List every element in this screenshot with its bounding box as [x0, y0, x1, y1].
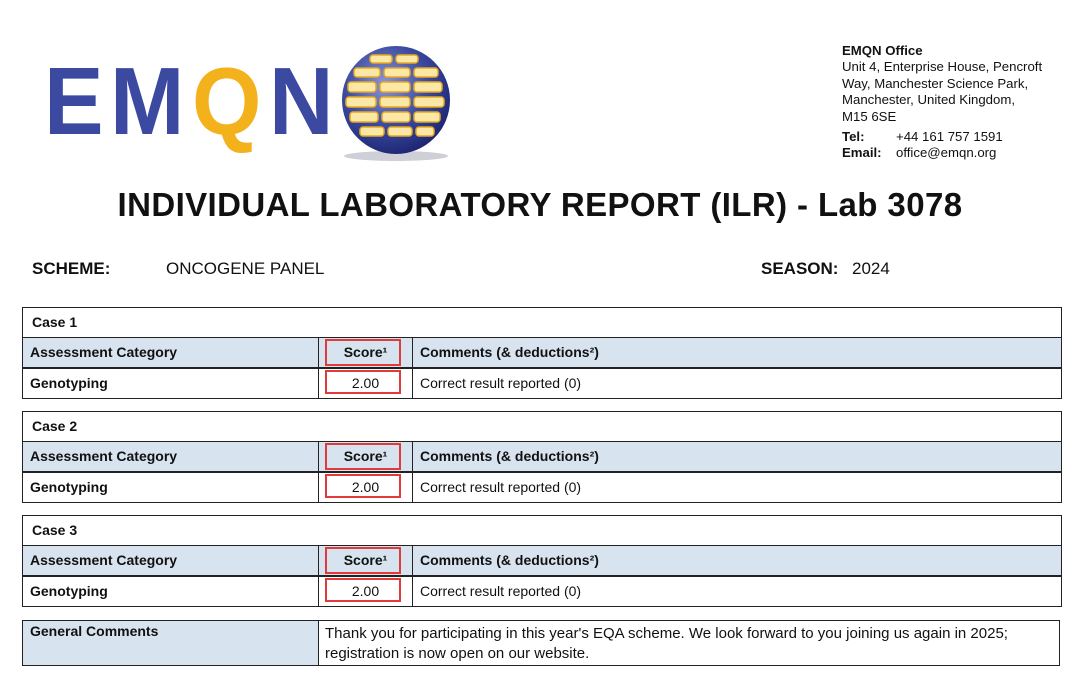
header-category: Assessment Category	[23, 546, 319, 575]
header-comments: Comments (& deductions²)	[420, 448, 599, 464]
row-comments: Correct result reported (0)	[420, 375, 582, 391]
office-address	[842, 43, 1072, 162]
email-value[interactable]: office@emqn.org	[896, 145, 997, 161]
table-row	[23, 473, 1061, 502]
case-title: Case 2	[23, 412, 1061, 442]
emqn-logo	[44, 44, 464, 162]
email-label: Email:	[842, 145, 882, 161]
globe-icon	[330, 44, 460, 162]
office-name: EMQN Office	[842, 43, 923, 58]
table-row	[23, 369, 1061, 398]
address-line: M15 6SE	[842, 108, 897, 124]
tel-label: Tel:	[842, 129, 865, 145]
row-score: 2.00	[319, 473, 413, 502]
row-comments: Correct result reported (0)	[420, 479, 582, 495]
table-header-row	[23, 546, 1061, 577]
logo-letter-m: M	[110, 48, 187, 155]
row-comments: Correct result reported (0)	[420, 583, 582, 599]
season-value: 2024	[852, 259, 890, 278]
season-label: SEASON:	[761, 259, 839, 278]
general-comments-text: Thank you for participating in this year's EQA scheme. We look forward to you joining us again in 2025; registration is now open on our website.	[325, 625, 1008, 662]
case-title: Case 3	[23, 516, 1061, 546]
header-comments: Comments (& deductions²)	[420, 552, 599, 568]
address-line: Unit 4, Enterprise House, Pencroft	[842, 59, 1043, 75]
scheme-label: SCHEME:	[32, 259, 111, 278]
report-title: INDIVIDUAL LABORATORY REPORT (ILR) - Lab 3078	[117, 186, 963, 223]
case-table-3	[22, 515, 1062, 607]
header-comments: Comments (& deductions²)	[420, 344, 599, 360]
row-category: Genotyping	[23, 577, 319, 606]
general-comments-label: General Comments	[23, 621, 319, 665]
header-category: Assessment Category	[23, 442, 319, 471]
scheme-value: ONCOGENE PANEL	[166, 259, 325, 278]
header-score: Score¹	[319, 442, 413, 471]
row-category: Genotyping	[23, 369, 319, 398]
logo-letter-e: E	[44, 48, 106, 155]
tel-row	[842, 129, 1072, 145]
general-comments	[22, 620, 1060, 666]
logo-wordmark	[44, 48, 340, 155]
address-line: Way, Manchester Science Park,	[842, 75, 1029, 91]
table-header-row	[23, 442, 1061, 473]
row-score: 2.00	[319, 577, 413, 606]
logo-letter-n: N	[268, 48, 336, 155]
case-title: Case 1	[23, 308, 1061, 338]
table-row	[23, 577, 1061, 606]
header-score: Score¹	[319, 338, 413, 367]
case-table-1	[22, 307, 1062, 399]
row-category: Genotyping	[23, 473, 319, 502]
header-score: Score¹	[319, 546, 413, 575]
tel-value: +44 161 757 1591	[896, 129, 1003, 145]
header-category: Assessment Category	[23, 338, 319, 367]
email-row	[842, 145, 1072, 161]
row-score: 2.00	[319, 369, 413, 398]
logo-letter-q: Q	[192, 48, 264, 155]
case-table-2	[22, 411, 1062, 503]
address-line: Manchester, United Kingdom,	[842, 92, 1015, 108]
table-header-row	[23, 338, 1061, 369]
